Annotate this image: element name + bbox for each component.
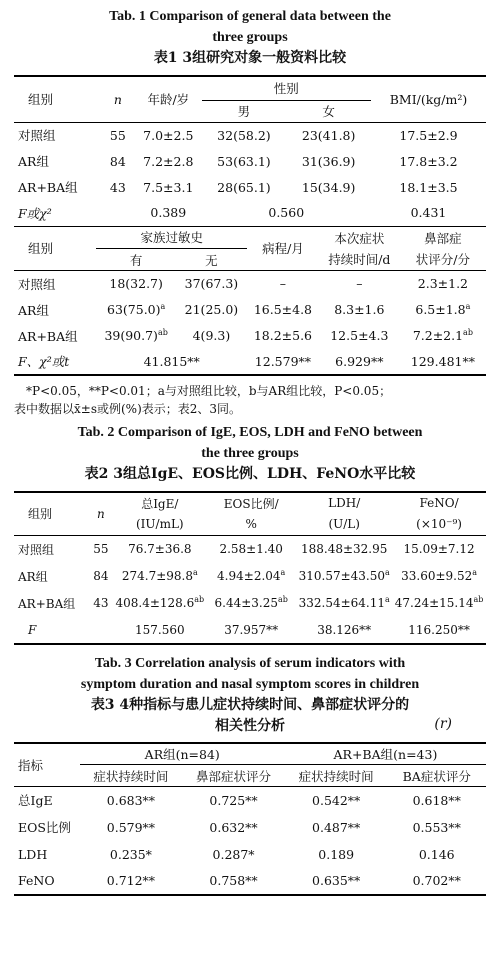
tab1-title-en-line1: Tab. 1 Comparison of general data between the [109, 9, 391, 24]
header-duration: 本次症状 [334, 230, 385, 246]
stat-row: F 157.560 37.957** 38.126** 116.250** [14, 617, 486, 644]
header-course: 病程/月 [247, 227, 319, 271]
table-row: AR组 $63(75.0)^a$ 21(25.0) 16.5±4.8 8.3±1.6 6.5±1.8$^a$ [18, 301, 471, 318]
header-no: 无 [176, 249, 247, 271]
table-row: 对照组 18(32.7) 37(67.3) – – 2.3±1.2 [18, 276, 468, 292]
header-eos-unit: % [206, 514, 296, 536]
header-score-2: 状评分/分 [400, 249, 486, 271]
header-ige: 总IgE/ [141, 496, 179, 511]
tab1-part1-table [14, 75, 486, 227]
header-ige-unit: (IU/mL) [113, 514, 206, 536]
header-feno: FeNO/ [419, 496, 459, 510]
table-row: 总IgE 0.683** 0.725** 0.542** 0.618** [18, 792, 461, 809]
tab1-note-line2: 表中数据以x̄±s或例(%)表示；表2、3同。 [14, 401, 242, 416]
table-row: AR组 84 274.7±98.8$^a$ 4.94±2.04$^a$ 310.57±43.50$^a$ 33.60±9.52$^a$ [18, 568, 478, 584]
stat-row: F或χ² 0.389 0.560 0.431 [14, 200, 486, 226]
tab2-title-en-line1: Tab. 2 Comparison of IgE, EOS, LDH and FeNO between [77, 424, 423, 440]
header-age: 年龄/岁 [135, 76, 202, 122]
header-arba-group: AR+BA组(n=43) [285, 743, 486, 765]
header-male: 男 [202, 100, 287, 122]
tab3-title-en-line2: symptom duration and nasal symptom scores in children [80, 676, 420, 692]
header-group: 组别 [14, 76, 101, 122]
tab3-r-tag: (r) [434, 715, 452, 732]
header-ar-nasal: 鼻部症状评分 [182, 765, 285, 787]
header-duration-2: 持续时间/d [319, 249, 400, 271]
header-group: 组别 [14, 492, 88, 536]
header-eos: EOS比例/ [223, 496, 279, 511]
header-family: 家族过敏史 [96, 227, 247, 249]
header-indicator: 指标 [14, 743, 80, 787]
header-n: n [88, 492, 113, 536]
header-arba-duration: 症状持续时间 [285, 765, 388, 787]
header-feno-unit: (×10⁻⁹) [392, 514, 486, 536]
table-row: AR组 84 7.2±2.8 53(63.1) 31(36.9) 17.8±3.2 [18, 153, 458, 169]
table-row: AR+BA组 $39(90.7)^{ab}$ 4(9.3) 18.2±5.6 12.5±4.3 7.2±2.1$^{ab}$ [18, 327, 473, 344]
tab3-title-en-line1: Tab. 3 Correlation analysis of serum indicators with [94, 655, 406, 671]
tab3-title-zh-line2: 相关性分析 [215, 717, 285, 734]
header-bmi: BMI/(kg/m²) [371, 76, 486, 122]
tab2-table [14, 491, 486, 645]
table-row: 对照组 55 7.0±2.5 32(58.2) 23(41.8) 17.5±2.9 [18, 127, 458, 144]
header-ar-group: AR组(n=84) [80, 743, 285, 765]
tab1-title-en-line2: three groups [212, 30, 288, 45]
tab2-title-zh: 表2 3组总IgE、EOS比例、LDH、FeNO水平比较 [84, 465, 416, 482]
stat-row: F、χ²或t 41.815** 12.579** 6.929** 129.481** [14, 349, 486, 375]
table-row: AR+BA组 43 7.5±3.1 28(65.1) 15(34.9) 18.1±3.5 [18, 179, 458, 195]
table-row: EOS比例 0.579** 0.632** 0.487** 0.553** [18, 819, 461, 835]
header-gender: 性别 [202, 76, 371, 100]
header-arba-ba: BA症状评分 [387, 765, 486, 787]
header-yes: 有 [96, 249, 175, 271]
header-ldh-unit: (U/L) [296, 514, 392, 536]
tab1-part2-table [14, 227, 486, 376]
table-row: AR+BA组 43 408.4±128.6$^{ab}$ 6.44±3.25$^{ab}$ 332.54±64.11$^a$ 47.24±15.14$^{ab}$ [18, 595, 484, 611]
header-ldh: LDH/ [328, 496, 361, 510]
header-female: 女 [286, 100, 371, 122]
header-ar-duration: 症状持续时间 [80, 765, 183, 787]
header-n: n [101, 76, 135, 122]
table-row: 对照组 55 76.7±36.8 2.58±1.40 188.48±32.95 15.09±7.12 [18, 542, 475, 557]
header-group: 组别 [14, 227, 96, 271]
header-score: 鼻部症 [424, 230, 462, 246]
tab3-table [14, 742, 486, 896]
tab1-note-line1: *P<0.05，**P<0.01；a与对照组比较，b与AR组比较，P<0.05； [26, 383, 392, 398]
tab2-title-en-line2: the three groups [201, 445, 299, 461]
tab1-title-zh: 表1 3组研究对象一般资料比较 [153, 50, 347, 66]
tab3-title-zh-line1: 表3 4种指标与患儿症状持续时间、鼻部症状评分的 [90, 696, 410, 713]
table-row: LDH 0.235* 0.287* 0.189 0.146 [18, 846, 455, 862]
table-row: FeNO 0.712** 0.758** 0.635** 0.702** [14, 868, 486, 895]
